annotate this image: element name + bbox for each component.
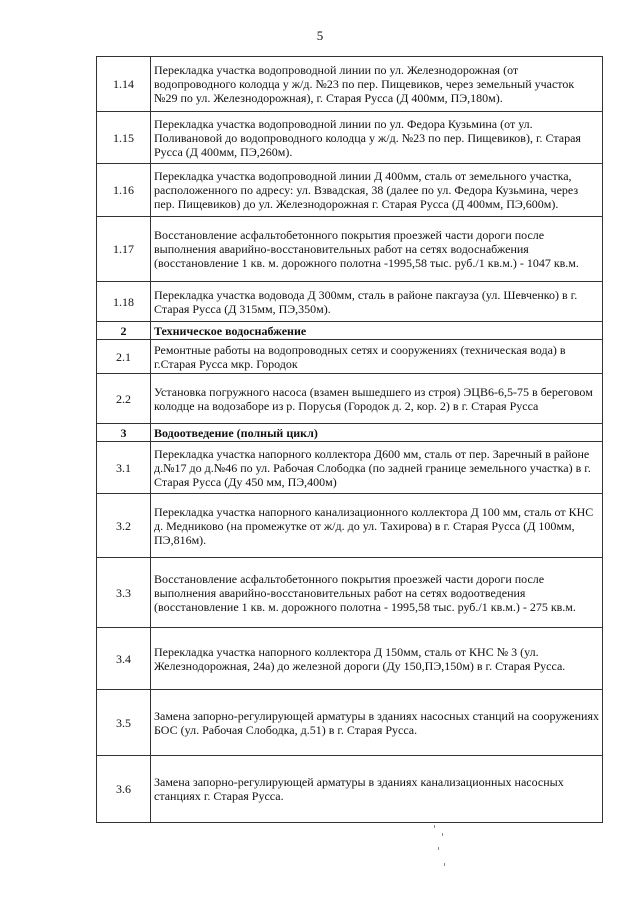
row-number: 1.16 (97, 164, 151, 217)
row-number: 3.6 (97, 756, 151, 823)
row-description: Замена запорно-регулирующей арматуры в зданиях канализационных насосных станциях г. Старая Русса. (151, 756, 603, 823)
row-number: 1.18 (97, 282, 151, 322)
row-number: 1.17 (97, 217, 151, 282)
row-description: Перекладка участка водопроводной линии по ул. Железнодорожная (от водопроводного колодца у ж/д. №23 по пер. Пищевиков, через земельный участок №29 по ул. Железнодорожная), г. Старая Русса (Д 400мм, ПЭ,180м). (151, 57, 603, 112)
section-title: Техническое водоснабжение (151, 322, 603, 340)
row-number: 1.14 (97, 57, 151, 112)
table-row (97, 112, 603, 164)
row-description: Ремонтные работы на водопроводных сетях и сооружениях (техническая вода) в г.Старая Русса мкр. Городок (151, 340, 603, 374)
section-title: Водоотведение (полный цикл) (151, 424, 603, 442)
row-description: Восстановление асфальтобетонного покрытия проезжей части дороги после выполнения аварийно-восстановительных работ на сетях водоснабжения (восстановление 1 кв. м. дорожного полотна -1995,58 тыс. руб./1 кв.м.) - 1047 кв.м. (151, 217, 603, 282)
row-description: Замена запорно-регулирующей арматуры в зданиях насосных станций на сооружениях БОС (ул. Рабочая Слободка, д.51) в г. Старая Русса. (151, 690, 603, 756)
works-table (96, 56, 603, 823)
table-row (97, 756, 603, 823)
table-row (97, 282, 603, 322)
row-number: 3.3 (97, 558, 151, 628)
table-row (97, 217, 603, 282)
table-row (97, 628, 603, 690)
row-description: Перекладка участка водопроводной линии Д 400мм, сталь от земельного участка, расположенного по адресу: ул. Взвадская, 38 (далее по ул. Федора Кузьмина, через пер. Пищевиков) до ул. Железнодорожная г. Старая Русса (Д 400мм, ПЭ,600м). (151, 164, 603, 217)
row-description: Перекладка участка напорного коллектора Д 150мм, сталь от КНС № 3 (ул. Железнодорожная, 24а) до железной дороги (Ду 150,ПЭ,150м) в г. Старая Русса. (151, 628, 603, 690)
row-number: 2.2 (97, 374, 151, 424)
row-number: 3.4 (97, 628, 151, 690)
table-row (97, 57, 603, 112)
table-row (97, 690, 603, 756)
section-number: 3 (97, 424, 151, 442)
row-number: 3.2 (97, 494, 151, 558)
row-description: Установка погружного насоса (взамен вышедшего из строя) ЭЦВ6-6,5-75 в береговом колодце на водозаборе из р. Порусья (Городок д. 2, кор. 2) в г. Старая Русса (151, 374, 603, 424)
table-row (97, 374, 603, 424)
table-row (97, 494, 603, 558)
row-description: Перекладка участка водопроводной линии по ул. Федора Кузьмина (от ул. Поливановой до водопроводного колодца у ж/д. №23 по пер. Пищевиков), г. Старая Русса (Д 400мм, ПЭ,260м). (151, 112, 603, 164)
row-number: 1.15 (97, 112, 151, 164)
table-row (97, 558, 603, 628)
row-number: 3.5 (97, 690, 151, 756)
page-number: 5 (316, 28, 324, 43)
section-header-row (97, 424, 603, 442)
section-header-row (97, 322, 603, 340)
scan-marks (430, 825, 460, 875)
row-number: 2.1 (97, 340, 151, 374)
section-number: 2 (97, 322, 151, 340)
table-row (97, 340, 603, 374)
table-row (97, 442, 603, 494)
table-row (97, 164, 603, 217)
row-description: Восстановление асфальтобетонного покрытия проезжей части дороги после выполнения аварийно-восстановительных работ на сетях водоотведения (восстановление 1 кв. м. дорожного полотна - 1995,58 тыс. руб./1 кв.м.) - 275 кв.м. (151, 558, 603, 628)
row-number: 3.1 (97, 442, 151, 494)
row-description: Перекладка участка напорного коллектора Д600 мм, сталь от пер. Заречный в районе д.№17 до д.№46 по ул. Рабочая Слободка (по задней границе земельного участка) в г. Старая Русса (Ду 450 мм, ПЭ,400м) (151, 442, 603, 494)
row-description: Перекладка участка водовода Д 300мм, сталь в районе пакгауза (ул. Шевченко) в г. Старая Русса (Д 315мм, ПЭ,350м). (151, 282, 603, 322)
row-description: Перекладка участка напорного канализационного коллектора Д 100 мм, сталь от КНС д. Медниково (на промежутке от ж/д. до ул. Тахирова) в г. Старая Русса (Д 100мм, ПЭ,816м). (151, 494, 603, 558)
